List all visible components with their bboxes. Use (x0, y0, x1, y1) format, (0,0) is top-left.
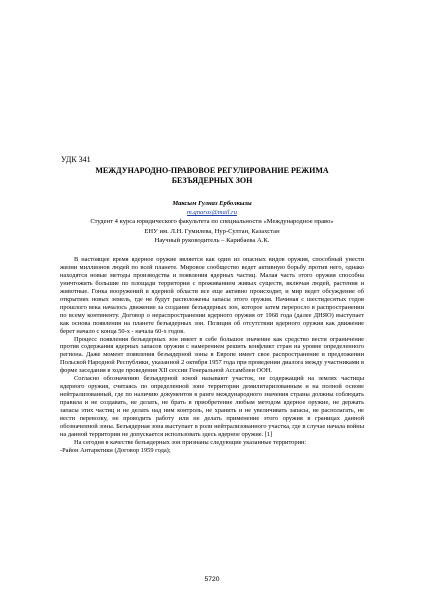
author-email-line (52, 208, 372, 217)
page-number: 5720 (204, 576, 220, 583)
author-email-link[interactable]: m.gnaras@mail.ru (186, 209, 238, 217)
article-body (60, 256, 364, 455)
author-name: Максым Гулназ Ерболкызы (172, 200, 252, 207)
body-list-item-1: -Район Антарктики (Договор 1959 года); (60, 446, 171, 454)
author-affiliation-2: ЕНУ им. Л.Н. Гумилева, Нур-Султан, Казахстан (144, 227, 280, 235)
body-closing-line-1: На сегодня в качестве безъядерных зон признаны следующие указанные территории: (74, 438, 307, 446)
title-line-2: БЕЗЪЯДЕРНЫХ ЗОН (171, 176, 253, 185)
body-paragraph-1: В настоящее время ядерное оружие является как один из опасных видов оружия, способный унести жизни миллионов людей по всей планете. Мировое сообщество ведет активную борьбу против него, однако находятся новые методы производства и появления ядерных частиц. Малая часть этого оружия способна уничтожить большие по площади территории с проживанием живых существ, включая людей, растения и животные. Гонка вооружений в ядерной области все еще активно происходит, и мир ведет обсуждение об открытиях новых земель, где не будут расположены запасы этого оружия. Начиная с шестидесятых годов прошлого века началось движение за создание безъядерных зон, которое затем переросло в распространении по всему континенту. Договор о нераспространении ядерного оружия от 1968 года (далее ДНЯО) выступает как основа появления на планете безъядерных зон. Позиция об отсутствии ядерного оружия как движение берет начало с конца 50-х - начала 60-х годов. (60, 256, 364, 335)
author-advisor: Научный руководитель – Карибаева А.К. (154, 236, 270, 244)
author-affiliation-1: Студент 4 курса юридического факультета по специальности «Международное право» (90, 218, 334, 226)
body-paragraph-2: Процесс появления безъядерных зон имеет в себе большое значение как средство вести ограничение против содержания ядерных запасов оружия с намерением решить конфликт стран на уровне определенного региона. Даже момент появления безъядерной зоны в Европе имеет свое распространение в предложении Польской Народной Республики, указанной 2 октября 1957 года при проведении диалога между участниками в форме заседания в ходе проведения XII сессии Генеральной Ассамблеи ООН. (60, 335, 364, 375)
title-line-1: МЕЖДУНАРОДНО-ПРАВОВОЕ РЕГУЛИРОВАНИЕ РЕЖИМА (95, 166, 329, 175)
author-block (52, 199, 372, 245)
body-paragraph-3: Согласно обозначению безъядерной зоной называют участок, не содержащий на землях частицы ядерного оружия, считаясь по определенной зоне территории демилитаризованным и на полной основе нейтрализованный, где по наличию документов в ранге международного значения страны должны соблюдать правила и не создавать, не делать, не брать в приобретение любым методом ядерное оружие, не держать запасы этих частиц и не делать над ним контроль, не хранить и не увеличивать запасы, не располагать, не вести перевозку, не проводить работу или не делать применение этого оружия в границах данной обозначенной зоны. Безъядерная зона выступает в роли нейтрализованного участка, где в случае начала войны на данной территории не допускается использовать здесь ядерное оружие. [1] (60, 375, 364, 438)
udk-code: УДК 341 (61, 155, 91, 164)
article-title (52, 166, 372, 186)
